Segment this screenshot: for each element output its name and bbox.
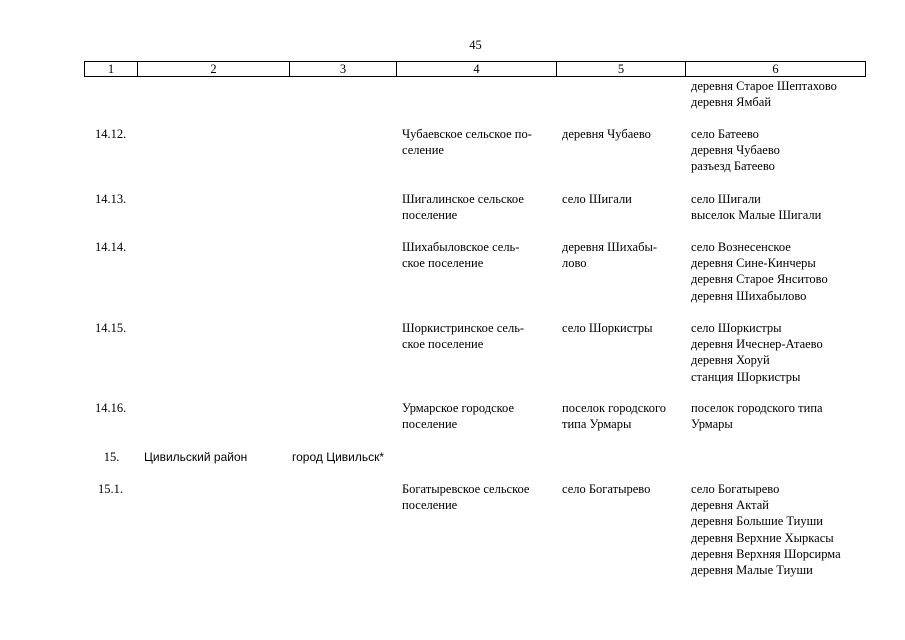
municipality-name bbox=[402, 481, 529, 513]
text-line: ское поселение bbox=[402, 337, 484, 352]
settlement-line: Урмары bbox=[691, 417, 733, 432]
administrative-center bbox=[562, 239, 657, 271]
text-line: типа Урмары bbox=[562, 417, 632, 432]
settlements-list bbox=[691, 126, 780, 175]
text-line: Урмарское городское bbox=[402, 401, 514, 415]
text-line: Чубаевское сельское по- bbox=[402, 127, 532, 141]
column-header-3: 3 bbox=[290, 62, 397, 77]
text-line: село Шоркистры bbox=[562, 321, 653, 335]
row-number: 14.13. bbox=[95, 192, 127, 206]
settlement-line: поселок городского типа bbox=[691, 401, 823, 415]
municipality-name bbox=[402, 126, 532, 158]
settlement-line: разъезд Батеево bbox=[691, 159, 775, 174]
settlements-list bbox=[691, 320, 823, 385]
municipality-name bbox=[402, 191, 524, 223]
row-number: 14.12. bbox=[95, 127, 127, 141]
settlement-line: деревня Актай bbox=[691, 498, 769, 513]
column-header-1: 1 bbox=[85, 62, 138, 77]
settlement-line: деревня Шихабылово bbox=[691, 288, 807, 303]
settlement-line: деревня Хоруй bbox=[691, 353, 770, 368]
settlement-line: деревня Старое Шептахово bbox=[691, 79, 837, 93]
text-line: село Богатырево bbox=[562, 482, 651, 496]
settlement-line: деревня Верхняя Шорсирма bbox=[691, 546, 841, 561]
administrative-center bbox=[562, 320, 653, 336]
text-line: лово bbox=[562, 256, 587, 271]
text-line: деревня Чубаево bbox=[562, 127, 651, 141]
row-number: 15. bbox=[103, 450, 120, 464]
text-line: поселение bbox=[402, 417, 458, 432]
municipality-name bbox=[402, 400, 514, 432]
settlements-list bbox=[691, 239, 828, 304]
settlement-line: деревня Сине-Кинчеры bbox=[691, 256, 816, 271]
administrative-center bbox=[562, 400, 666, 432]
text-line: селение bbox=[402, 143, 444, 158]
settlement-line: деревня Малые Тиуши bbox=[691, 563, 813, 578]
text-line: Шоркистринское сель- bbox=[402, 321, 525, 335]
settlement-line: деревня Большие Тиуши bbox=[691, 514, 823, 529]
settlement-line: деревня Старое Янситово bbox=[691, 272, 828, 287]
municipality-name bbox=[402, 320, 524, 352]
administrative-center bbox=[562, 126, 651, 142]
settlements-list bbox=[691, 191, 821, 223]
settlement-line: село Богатырево bbox=[691, 482, 780, 496]
column-header-4: 4 bbox=[397, 62, 557, 77]
settlements-list bbox=[691, 400, 823, 432]
row-number: 14.16. bbox=[95, 401, 127, 415]
column-header-2: 2 bbox=[138, 62, 290, 77]
settlement-line: село Вознесенское bbox=[691, 240, 791, 254]
settlement-line: деревня Ичеснер-Атаево bbox=[691, 337, 823, 352]
settlements-list bbox=[691, 481, 841, 578]
column-header-6: 6 bbox=[686, 62, 866, 77]
text-line: поселение bbox=[402, 498, 458, 513]
text-line: Шигалинское сельское bbox=[402, 192, 524, 206]
settlement-line: станция Шоркистры bbox=[691, 369, 801, 384]
text-line: поселение bbox=[402, 208, 458, 223]
continuation-settlements bbox=[691, 78, 837, 110]
text-line: ское поселение bbox=[402, 256, 484, 271]
settlement-line: село Батеево bbox=[691, 127, 759, 141]
district-center: город Цивильск* bbox=[292, 450, 385, 464]
column-header-5: 5 bbox=[557, 62, 686, 77]
settlement-line: деревня Чубаево bbox=[691, 143, 780, 158]
administrative-center bbox=[562, 481, 650, 497]
text-line: село Шигали bbox=[562, 192, 632, 206]
settlement-line: село Шоркистры bbox=[691, 321, 782, 335]
municipality-name bbox=[402, 239, 519, 271]
text-line: деревня Шихабы- bbox=[562, 240, 658, 254]
text-line: поселок городского bbox=[562, 401, 667, 415]
row-number: 14.14. bbox=[95, 240, 127, 254]
administrative-center bbox=[562, 191, 632, 207]
row-number: 15.1. bbox=[98, 482, 123, 496]
row-number: 14.15. bbox=[95, 321, 127, 335]
settlement-line: выселок Малые Шигали bbox=[691, 208, 822, 223]
settlement-line: деревня Верхние Хыркасы bbox=[691, 530, 834, 545]
text-line: Богатыревское сельское bbox=[402, 482, 530, 496]
page-number: 45 bbox=[469, 38, 482, 52]
settlement-line: село Шигали bbox=[691, 192, 761, 206]
district-name: Цивильский район bbox=[144, 450, 248, 464]
text-line: Шихабыловское сель- bbox=[402, 240, 520, 254]
settlement-line: деревня Ямбай bbox=[691, 95, 772, 110]
